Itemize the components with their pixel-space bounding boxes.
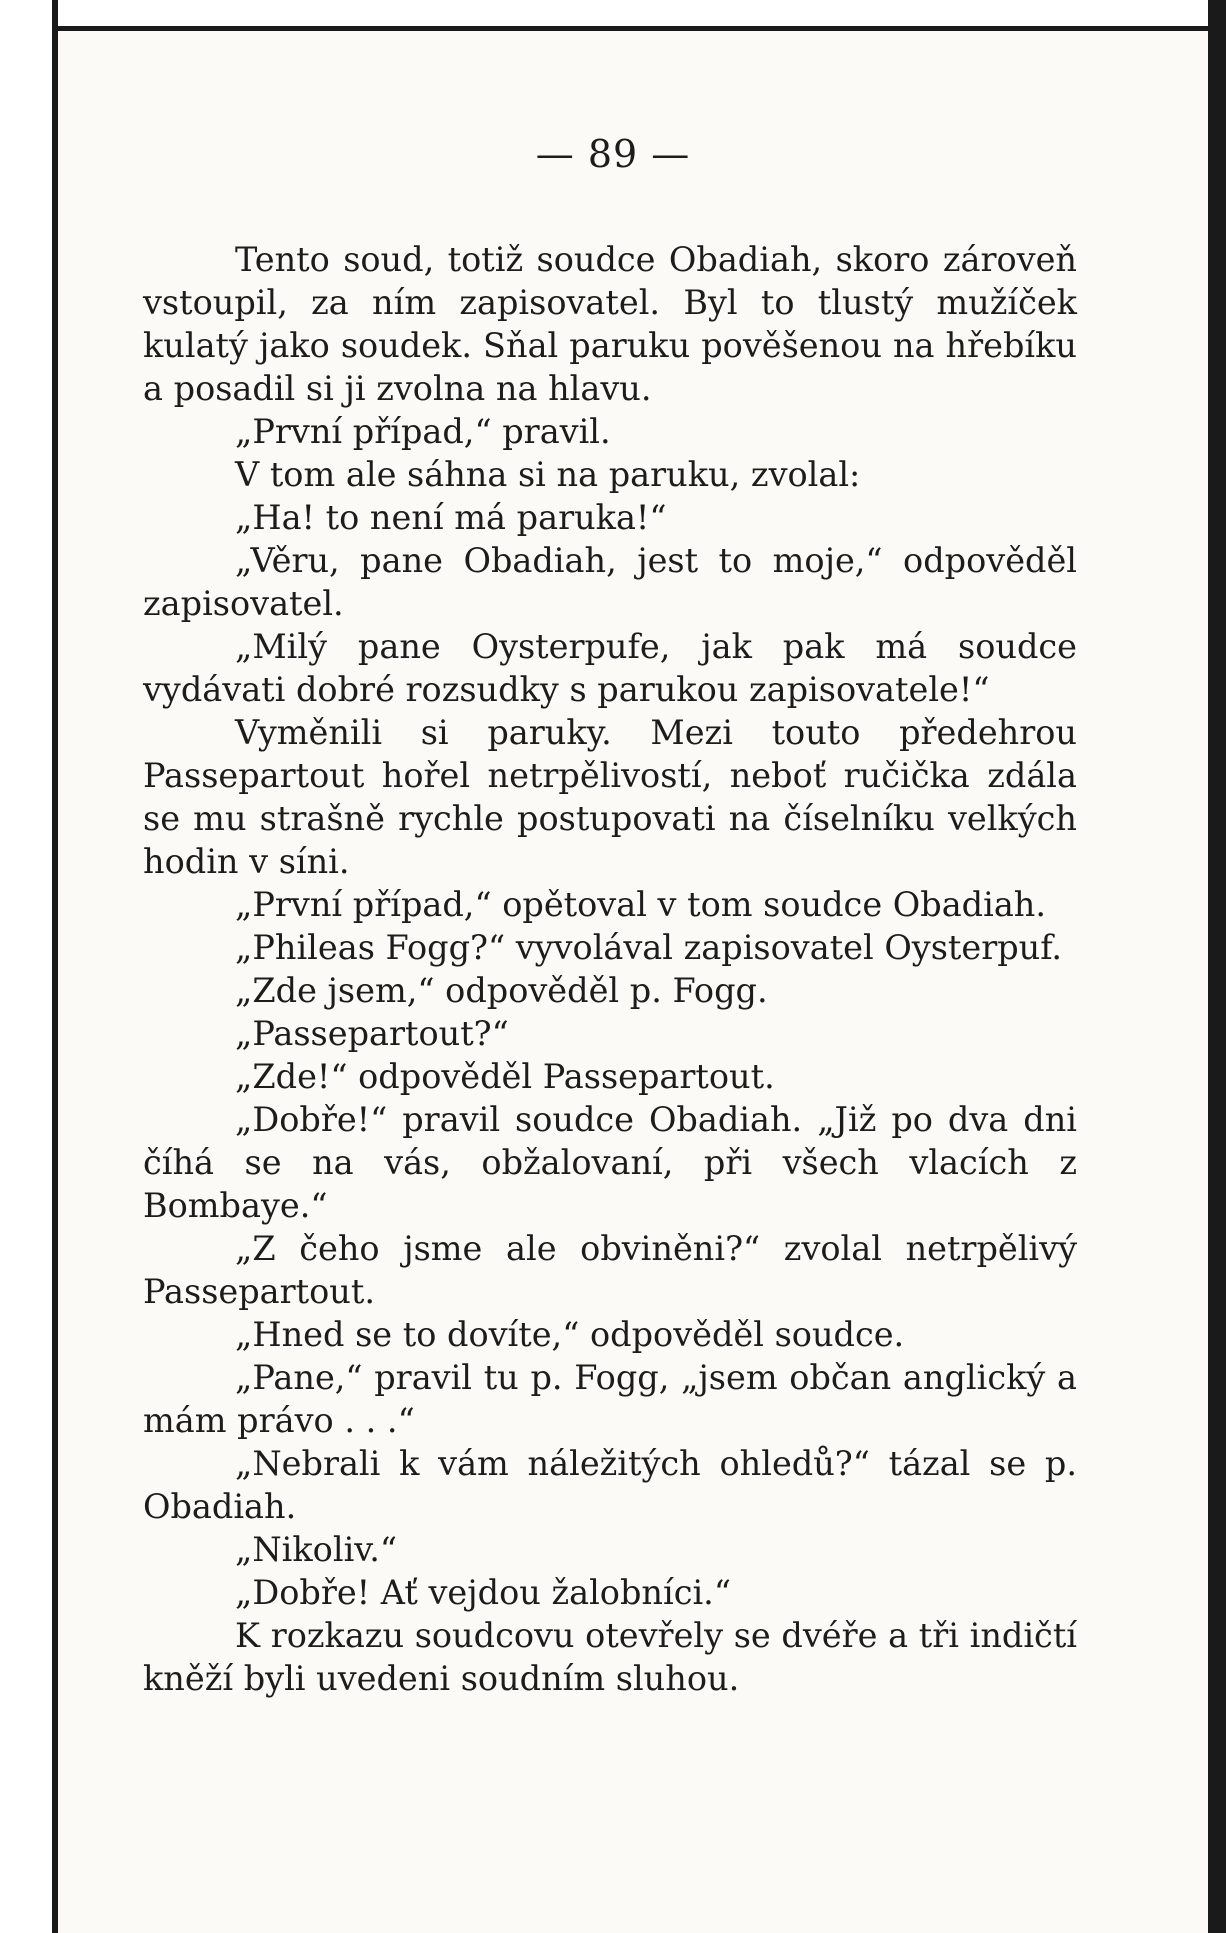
scan-border-right: [1208, 0, 1226, 1933]
paragraph: „Nikoliv.“: [235, 1530, 398, 1569]
paragraph: „Phileas Fogg?“ vyvolával zapisovatel Oysterpuf.: [235, 928, 1063, 967]
paragraph: „Věru, pane Obadiah, jest to moje,“ odpověděl zapisovatel.: [143, 541, 1077, 623]
paragraph: V tom ale sáhna si na paruku, zvolal:: [235, 455, 861, 494]
paragraph: „Pane,“ pravil tu p. Fogg, „jsem občan anglický a mám právo . . .“: [143, 1358, 1077, 1440]
page-number: — 89 —: [535, 132, 691, 176]
paragraph: „Ha! to není má paruka!“: [235, 498, 667, 537]
paragraph: „První případ,“ pravil.: [235, 412, 611, 451]
paragraph: „Milý pane Oysterpufe, jak pak má soudce vydávati dobré rozsudky s parukou zapisovatele!“: [143, 627, 1077, 709]
paragraph: „Passepartout?“: [235, 1014, 509, 1053]
scan-border-left: [0, 0, 58, 1933]
paragraph: K rozkazu soudcovu otevřely se dvéře a tři indičtí kněží byli uvedeni soudním sluhou.: [143, 1616, 1077, 1698]
paragraph: „Z čeho jsme ale obviněni?“ zvolal netrpělivý Passepartout.: [143, 1229, 1077, 1311]
page-text: [143, 238, 1077, 1700]
paragraph: Vyměnili si paruky. Mezi touto předehrou Passepartout hořel netrpělivostí, neboť ručička zdála se mu strašně rychle postupovati na číselníku velkých hodin v síni.: [143, 713, 1077, 881]
paragraph: „Zde jsem,“ odpověděl p. Fogg.: [235, 971, 768, 1010]
scan-border-top: [0, 0, 1226, 31]
paragraph: „Dobře! Ať vejdou žalobníci.“: [235, 1573, 731, 1612]
paragraph: „Zde!“ odpověděl Passepartout.: [235, 1057, 775, 1096]
paragraph: Tento soud, totiž soudce Obadiah, skoro zároveň vstoupil, za ním zapisovatel. Byl to tlustý mužíček kulatý jako soudek. Sňal paruku pověšenou na hřebíku a posadil si ji zvolna na hlavu.: [143, 240, 1077, 408]
paragraph: „Hned se to dovíte,“ odpověděl soudce.: [235, 1315, 905, 1354]
paragraph: „První případ,“ opětoval v tom soudce Obadiah.: [235, 885, 1047, 924]
paragraph: „Nebrali k vám náležitých ohledů?“ tázal se p. Obadiah.: [143, 1444, 1077, 1526]
paragraph: „Dobře!“ pravil soudce Obadiah. „Již po dva dni číhá se na vás, obžalovaní, při všech vlacích z Bombaye.“: [143, 1100, 1077, 1225]
